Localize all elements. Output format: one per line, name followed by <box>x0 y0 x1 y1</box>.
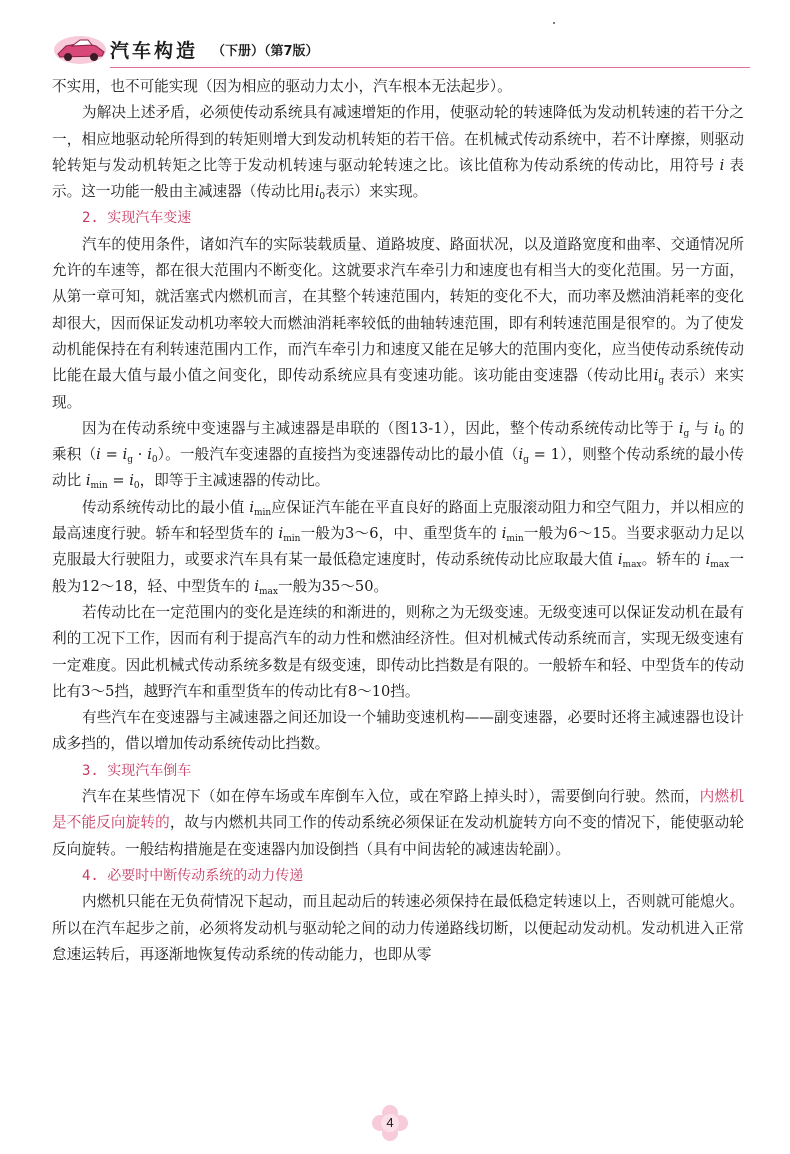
section-heading: 2. 实现汽车变速 <box>82 210 192 227</box>
section-heading: 4. 必要时中断传动系统的动力传递 <box>82 867 304 884</box>
paragraph: 因为在传动系统中变速器与主减速器是串联的（图13-1），因此，整个传动系统传动比等于 $i_g$ 与 $i_0$ 的乘积$(i = i_g \cdot i_0)$。一般汽车变速器的直接挡为变速器传动比的最小值$(i_g = 1)$，则整个传动系统的最小传动比 $i_{min} = i_0$，即等于主减速器的传动比。 <box>52 419 745 492</box>
race-car-icon <box>52 28 108 68</box>
header-divider <box>110 67 750 68</box>
page-number-badge <box>370 1104 410 1142</box>
page-header <box>52 28 752 72</box>
paragraph: 有些汽车在变速器与主减速器之间还加设一个辅助变速机构——副变速器，必要时还将主减速器也设计成多挡的，借以增加传动系统传动比挡数。 <box>52 709 744 753</box>
paragraph: 内燃机只能在无负荷情况下起动，而且起动后的转速必须保持在最低稳定转速以上，否则就可能熄火。所以在汽车起步之前，必须将发动机与驱动轮之间的动力传递路线切断，以便起动发动机。发动机进入正常怠速运转后，再逐渐地恢复传动系统的传动能力，也即从零 <box>52 893 744 963</box>
book-title: 汽车构造 <box>110 40 199 62</box>
paragraph: 汽车的使用条件，诸如汽车的实际装载质量、道路坡度、路面状况，以及道路宽度和曲率、交通情况所允许的车速等，都在很大范围内不断变化。这就要求汽车牵引力和速度也有相当大的变化范围。另一方面，从第一章可知，就活塞式内燃机而言，在其整个转速范围内，转矩的变化不大，而功率及燃油消耗率的变化却很大，因而保证发动机功率较大而燃油消耗率较低的曲轴转速范围，即有利转速范围是很窄的。为了使发动机能保持在有利转速范围内工作，而汽车牵引力和速度又能在足够大的范围内变化，应当使传动系统传动比能在最大值与最小值之间变化，即传动系统应具有变速功能。该功能由变速器（传动比用$i_g$ 表示）来实现。 <box>52 235 744 411</box>
paragraph: 汽车在某些情况下（如在停车场或车库倒车入位，或在窄路上掉头时），需要倒向行驶。然而，内燃机是不能反向旋转的，故与内燃机共同工作的传动系统必须保证在发动机旋转方向不变的情况下，能使驱动轮反向旋转。一般结构措施是在变速器内加设倒挡（具有中间齿轮的减速齿轮副）。 <box>52 788 744 858</box>
book-volume-edition: （下册）（第7版） <box>212 44 319 59</box>
highlighted-text: 内燃机是不能反向旋转的 <box>52 788 744 832</box>
paragraph: 不实用，也不可能实现（因为相应的驱动力太小，汽车根本无法起步）。 <box>52 78 512 95</box>
scan-dot <box>553 22 555 24</box>
page-body <box>52 74 744 968</box>
page-number: 4 <box>386 1115 394 1130</box>
paragraph: 为解决上述矛盾，必须使传动系统具有减速增矩的作用，使驱动轮的转速降低为发动机转速的若干分之一，相应地驱动轮所得到的转矩则增大到发动机转矩的若干倍。在机械式传动系统中，若不计摩擦，则驱动轮转矩与发动机转矩之比等于发动机转速与驱动轮转速之比。该比值称为传动系统的传动比，用符号 i 表示。这一功能一般由主减速器（传动比用$i_0$表示）来实现。 <box>52 104 744 203</box>
section-heading: 3. 实现汽车倒车 <box>82 762 192 779</box>
paragraph: 若传动比在一定范围内的变化是连续的和渐进的，则称之为无级变速。无级变速可以保证发动机在最有利的工况下工作，因而有利于提高汽车的动力性和燃油经济性。但对机械式传动系统而言，实现无级变速有一定难度。因此机械式传动系统多数是有级变速，即传动比挡数是有限的。一般轿车和轻、中型货车的传动比有3～5挡，越野汽车和重型货车的传动比有8～10挡。 <box>52 603 744 700</box>
paragraph: 传动系统传动比的最小值 $i_{min}$应保证汽车能在平直良好的路面上克服滚动阻力和空气阻力，并以相应的最高速度行驶。轿车和轻型货车的 $i_{min}$一般为3～6，中、重型货车的 $i_{min}$一般为6～15。当要求驱动力足以克服最大行驶阻力，或要求汽车具有某一最低稳定速度时，传动系统传动比应取最大值 $i_{max}$。轿车的 $i_{max}$一般为12～18，轻、中型货车的 $i_{max}$一般为35～50。 <box>52 498 744 597</box>
